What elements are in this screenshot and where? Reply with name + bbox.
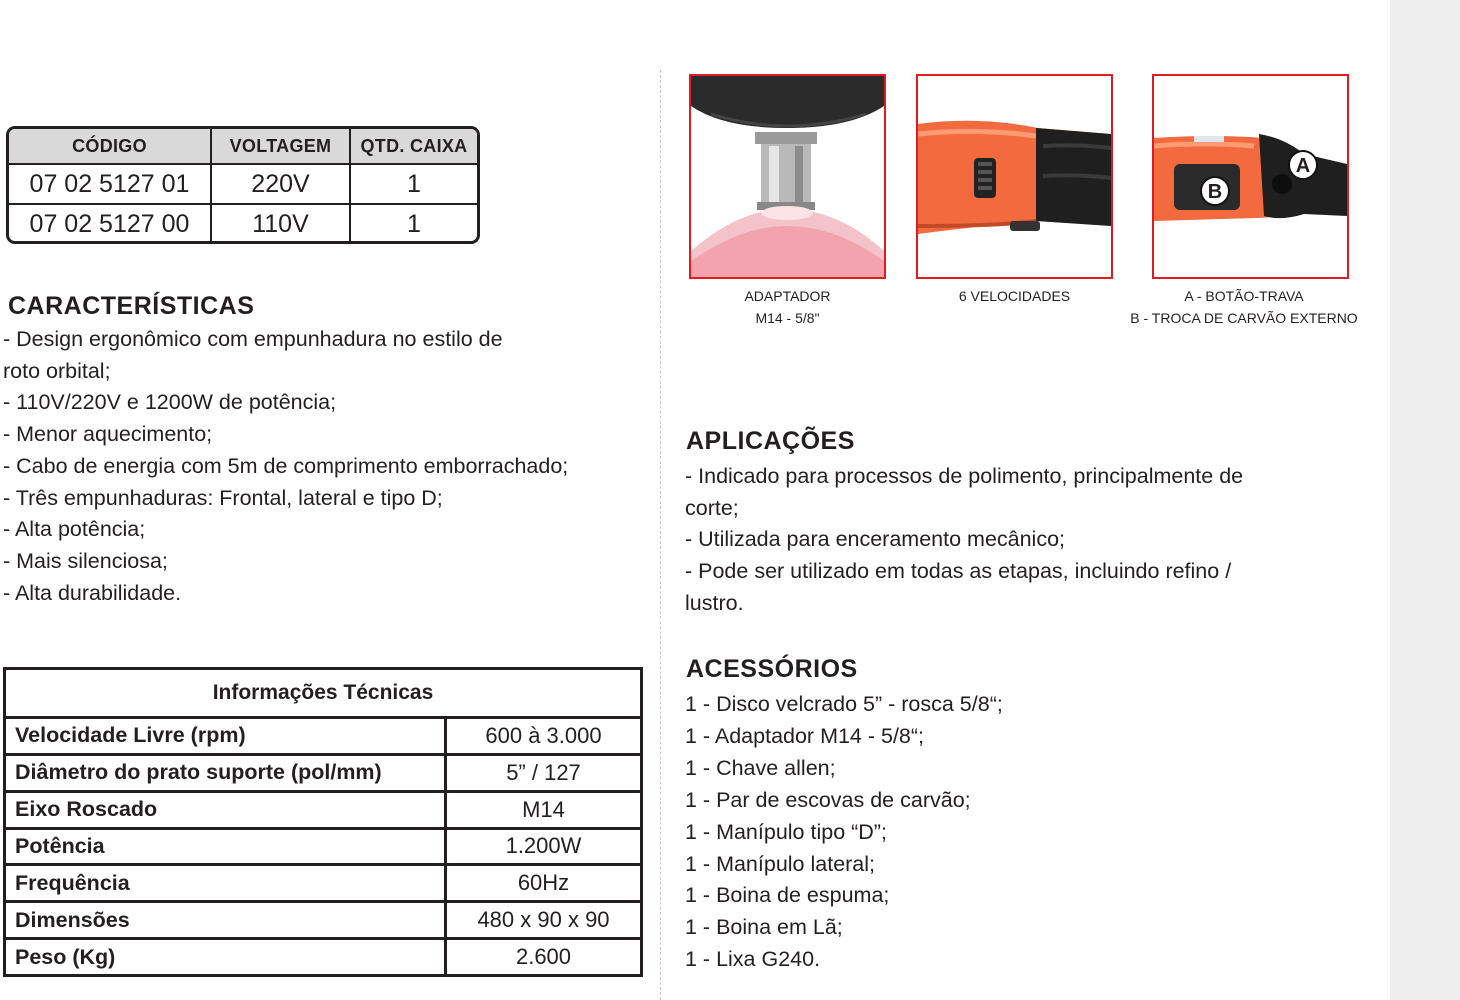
table-row (5, 865, 642, 902)
acessorios-heading: ACESSÓRIOS (686, 655, 858, 683)
spec-label: Velocidade Livre (rpm) (5, 718, 446, 755)
voltage: 110V (211, 204, 350, 243)
spec-value: 480 x 90 x 90 (446, 902, 642, 939)
list-item: roto orbital; (3, 358, 111, 383)
list-item: - Menor aquecimento; (3, 422, 213, 447)
box-quantity: 1 (350, 164, 477, 204)
caption-line: 6 VELOCIDADES (958, 288, 1071, 304)
list-item: 1 - Disco velcrado 5” - rosca 5/8“; (685, 692, 1003, 716)
list-item: 1 - Lixa G240. (685, 947, 821, 972)
speed-dial-photo (916, 74, 1113, 279)
list-item: 1 - Par de escovas de carvão; (685, 787, 971, 812)
adapter-caption (689, 285, 886, 329)
table-row (5, 718, 642, 755)
header-qtd-caixa: QTD. CAIXA (350, 129, 477, 164)
list-item: 1 - Adaptador M14 - 5/8“; (685, 723, 925, 748)
list-item: 1 - Manípulo lateral; (685, 851, 876, 876)
code-table-header-row (9, 129, 477, 164)
spec-value: M14 (446, 791, 642, 828)
spec-label: Diâmetro do prato suporte (pol/mm) (5, 754, 446, 791)
header-codigo: CÓDIGO (9, 129, 211, 164)
list-item: - Pode ser utilizado em todas as etapas, incluindo refino / (685, 559, 1232, 584)
technical-info-table (3, 667, 643, 977)
list-item: - Alta potência; (3, 517, 146, 542)
speed-dial-illustration (918, 76, 1111, 277)
spec-value: 2.600 (446, 939, 642, 976)
table-row (5, 939, 642, 976)
product-code-table (6, 126, 480, 244)
spec-label: Potência (5, 828, 446, 865)
list-item: - Alta durabilidade. (3, 580, 182, 605)
lock-button-photo (1152, 74, 1349, 279)
aplicacoes-list (685, 461, 1243, 620)
list-item: lustro. (685, 590, 744, 615)
caption-line: M14 - 5/8" (755, 310, 820, 326)
list-item: corte; (685, 495, 739, 520)
aplicacoes-heading: APLICAÇÕES (686, 427, 855, 455)
list-item: 1 - Boina de espuma; (685, 883, 890, 908)
table-row (5, 828, 642, 865)
spec-value: 60Hz (446, 865, 642, 902)
list-item: 1 - Chave allen; (685, 755, 836, 780)
table-row (9, 164, 477, 204)
table-row (5, 754, 642, 791)
marker-a-icon: A (1288, 150, 1318, 180)
product-code: 07 02 5127 00 (9, 204, 211, 243)
list-item: - Utilizada para enceramento mecânico; (685, 527, 1066, 552)
box-quantity: 1 (350, 204, 477, 243)
caracteristicas-heading: CARACTERÍSTICAS (8, 292, 255, 320)
list-item: 1 - Boina em Lã; (685, 915, 843, 940)
list-item: 1 - Manípulo tipo “D”; (685, 819, 887, 844)
caption-line: B - TROCA DE CARVÃO EXTERNO (1130, 310, 1358, 326)
adapter-photo (689, 74, 886, 279)
technical-info-title: Informações Técnicas (5, 669, 642, 718)
header-voltagem: VOLTAGEM (211, 129, 350, 164)
list-item: - Cabo de energia com 5m de comprimento emborrachado; (3, 453, 569, 478)
caption-line: A - BOTÃO-TRAVA (1184, 288, 1304, 304)
spec-label: Dimensões (5, 902, 446, 939)
caption-line: ADAPTADOR (744, 288, 831, 304)
adapter-illustration (691, 76, 884, 277)
acessorios-list (685, 689, 1003, 976)
spec-label: Peso (Kg) (5, 939, 446, 976)
spec-value: 5” / 127 (446, 754, 642, 791)
marker-b-icon: B (1200, 176, 1230, 206)
spec-value: 1.200W (446, 828, 642, 865)
column-divider (660, 70, 661, 1000)
voltage: 220V (211, 164, 350, 204)
list-item: - Três empunhaduras: Frontal, lateral e tipo D; (3, 485, 443, 510)
list-item: - Mais silenciosa; (3, 548, 168, 573)
spec-label: Eixo Roscado (5, 791, 446, 828)
list-item: - 110V/220V e 1200W de potência; (3, 390, 337, 415)
table-row (5, 791, 642, 828)
table-row (5, 902, 642, 939)
table-row (9, 204, 477, 243)
list-item: - Design ergonômico com empunhadura no estilo de (3, 327, 503, 351)
product-code: 07 02 5127 01 (9, 164, 211, 204)
caracteristicas-list (3, 324, 568, 609)
speed-caption (916, 285, 1113, 307)
spec-label: Frequência (5, 865, 446, 902)
spec-value: 600 à 3.000 (446, 718, 642, 755)
lock-button-illustration (1154, 76, 1347, 277)
right-margin-strip (1390, 0, 1460, 1000)
lock-button-caption (1124, 285, 1364, 329)
list-item: - Indicado para processos de polimento, principalmente de (685, 464, 1244, 488)
